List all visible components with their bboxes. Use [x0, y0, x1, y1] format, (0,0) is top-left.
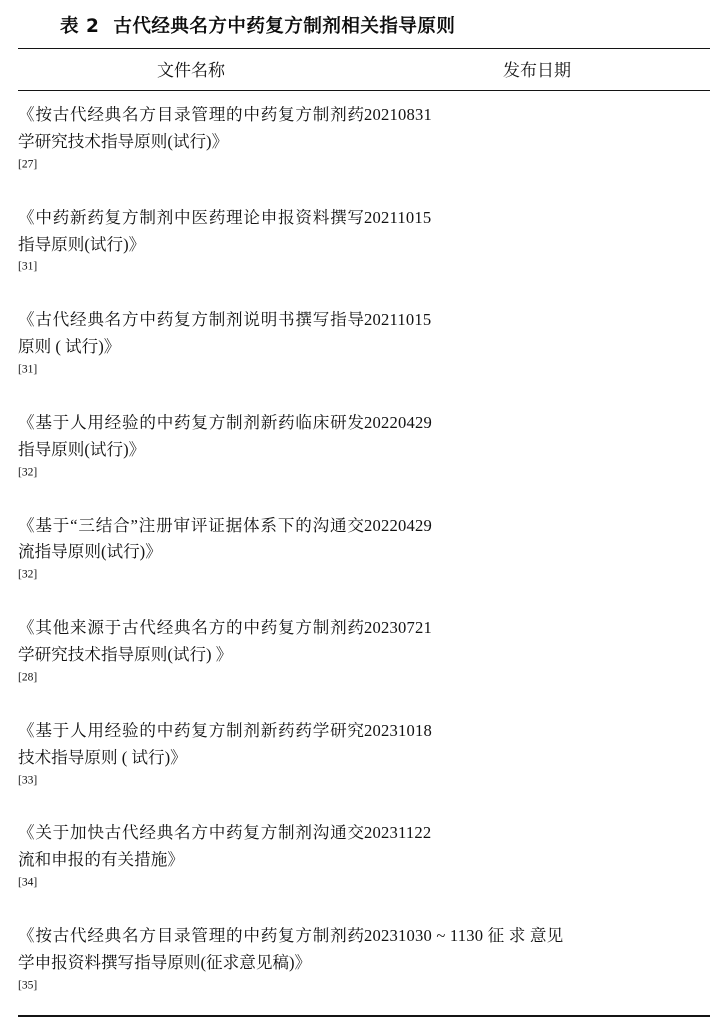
reference-marker: [33]	[18, 773, 38, 786]
cell-document-name	[18, 912, 364, 1016]
document-name-text: 《基于人用经验的中药复方制剂新药药学研究技术指导原则 ( 试行)》	[18, 720, 364, 767]
reference-marker: [28]	[18, 671, 38, 684]
table-row	[18, 194, 710, 297]
release-date-text: 20210831	[364, 105, 432, 124]
table-row	[18, 604, 710, 707]
cell-document-name	[18, 707, 364, 810]
table-header-row	[18, 49, 710, 91]
document-name-text: 《中药新药复方制剂中医药理论申报资料撰写指导原则(试行)》	[18, 207, 364, 254]
cell-release-date	[364, 912, 710, 1016]
table-row	[18, 399, 710, 502]
guidelines-table	[18, 48, 710, 1017]
table-caption-number: 表 2	[60, 16, 100, 37]
cell-release-date	[364, 399, 710, 502]
cell-document-name	[18, 502, 364, 605]
release-date-text: 20230721	[364, 618, 432, 638]
document-name-text: 《按古代经典名方目录管理的中药复方制剂药学研究技术指导原则(试行)》	[18, 105, 364, 151]
release-date-text: 20231018	[364, 720, 432, 740]
cell-release-date	[364, 194, 710, 297]
cell-document-name	[18, 809, 364, 912]
reference-marker: [35]	[18, 979, 38, 992]
table-row	[18, 707, 710, 810]
table-body	[18, 91, 710, 1016]
table-row	[18, 502, 710, 605]
cell-release-date	[364, 91, 710, 194]
document-name-text: 《关于加快古代经典名方中药复方制剂沟通交流和申报的有关措施》	[18, 823, 364, 870]
table-row	[18, 296, 710, 399]
document-name-text: 《按古代经典名方目录管理的中药复方制剂药学申报资料撰写指导原则(征求意见稿)》	[18, 926, 364, 972]
document-name-text: 《其他来源于古代经典名方的中药复方制剂药学研究技术指导原则(试行) 》	[18, 618, 364, 664]
column-header-document-name: 文件名称	[157, 61, 225, 80]
cell-release-date	[364, 502, 710, 605]
release-date-text: 20220429	[364, 412, 432, 432]
table-row	[18, 912, 710, 1016]
table-caption-title: 古代经典名方中药复方制剂相关指导原则	[113, 16, 456, 37]
document-name-text: 《基于人用经验的中药复方制剂新药临床研发指导原则(试行)》	[18, 412, 364, 459]
release-date-text: 20220429	[364, 515, 432, 535]
cell-document-name	[18, 604, 364, 707]
document-name-text: 《古代经典名方中药复方制剂说明书撰写指导原则 ( 试行)》	[18, 310, 364, 357]
table-caption	[18, 8, 710, 48]
cell-release-date	[364, 809, 710, 912]
column-header-release-date: 发布日期	[503, 61, 571, 80]
release-date-text: 20231122	[364, 823, 432, 843]
release-date-text: 20211015	[364, 207, 432, 227]
cell-release-date	[364, 604, 710, 707]
reference-marker: [27]	[18, 158, 38, 171]
reference-marker: [32]	[18, 466, 38, 479]
cell-document-name	[18, 194, 364, 297]
cell-document-name	[18, 91, 364, 194]
table-row	[18, 809, 710, 912]
cell-document-name	[18, 296, 364, 399]
cell-release-date	[364, 707, 710, 810]
release-date-text: 20211015	[364, 310, 432, 330]
reference-marker: [32]	[18, 568, 38, 581]
table-row	[18, 91, 710, 194]
reference-marker: [31]	[18, 363, 38, 376]
table-head	[18, 49, 710, 91]
reference-marker: [31]	[18, 260, 38, 273]
cell-document-name	[18, 399, 364, 502]
reference-marker: [34]	[18, 876, 38, 889]
document-name-text: 《基于“三结合”注册审评证据体系下的沟通交流指导原则(试行)》	[18, 515, 364, 562]
release-date-text: 20231030 ~ 1130 征 求 意见	[364, 926, 564, 945]
cell-release-date	[364, 296, 710, 399]
